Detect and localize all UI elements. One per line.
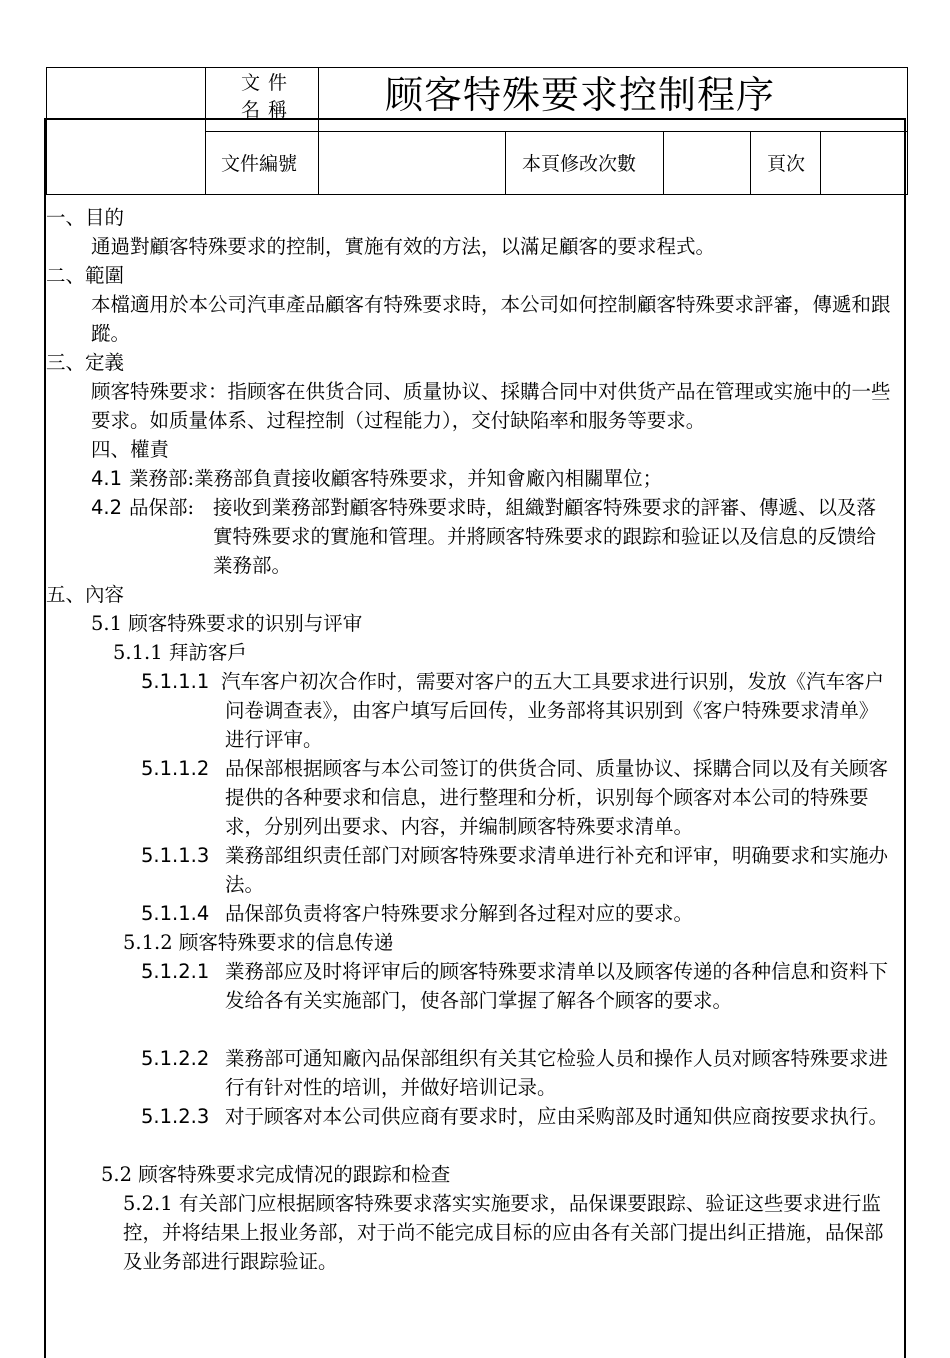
item-text: 接收到業務部對顧客特殊要求時，組織對顧客特殊要求的評審、傳遞、以及落實特殊要求的實施和管理。并將顾客特殊要求的跟踪和验证以及信息的反馈给業務部。 — [213, 496, 877, 577]
item-text: 汽车客户初次合作时，需要对客户的五大工具要求进行识别，发放《汽车客户问卷调查表》，由客户填写后回传，业务部将其识别到《客户特殊要求清单》进行评审。 — [221, 670, 885, 751]
subsection-heading: 5.1.1 拜訪客戶 — [113, 641, 247, 664]
document-title: 顾客特殊要求控制程序 — [385, 73, 776, 117]
section-heading: 四、權責 — [91, 438, 170, 461]
header-divider — [750, 131, 751, 195]
item-number: 5.1.2.3 — [141, 1105, 210, 1128]
section-heading: 三、定義 — [46, 351, 125, 374]
section-text: 顾客特殊要求：指顾客在供货合同、质量协议、採購合同中对供货产品在管理或实施中的一些要求。如质量体系、过程控制（过程能力），交付缺陷率和服务等要求。 — [91, 380, 891, 432]
item-number: 5.1.1.4 — [141, 902, 210, 925]
section-heading: 二、範圍 — [46, 264, 125, 287]
item-number: 4.1 — [91, 467, 123, 490]
item-number: 5.1.2.1 — [141, 960, 210, 983]
item-number: 4.2 — [91, 496, 123, 519]
header-divider — [205, 131, 907, 132]
item-label: 品保部: — [129, 496, 195, 519]
section-heading: 一、目的 — [46, 206, 125, 229]
item-text: 对于顾客对本公司供应商有要求时，应由采购部及时通知供应商按要求执行。 — [225, 1105, 889, 1128]
item-text: 5.2.1 有关部门应根据顾客特殊要求落实实施要求，品保课要跟踪、验证这些要求进行监控，并将结果上报业务部，对于尚不能完成目标的应由各有关部门提出纠正措施，品保部及业务部进行跟踪验证。 — [123, 1192, 884, 1273]
item-text: 業務部组织责任部门对顾客特殊要求清单进行补充和评审，明确要求和实施办法。 — [225, 844, 889, 896]
section-text: 本檔適用於本公司汽車產品顧客有特殊要求時，本公司如何控制顧客特殊要求評審，傳遞和跟蹤。 — [91, 293, 891, 345]
header-divider — [820, 131, 821, 195]
item-text: 業務部:業務部負責接收顧客特殊要求，并知會廠內相關單位； — [129, 467, 663, 490]
section-text: 通過對顧客特殊要求的控制，實施有效的方法，以滿足顧客的要求程式。 — [91, 235, 716, 258]
page-number-label: 頁次 — [767, 153, 806, 175]
header-divider — [505, 131, 506, 195]
doc-number-label: 文件編號 — [221, 153, 298, 175]
item-number: 5.1.2.2 — [141, 1047, 210, 1070]
item-number: 5.1.1.3 — [141, 844, 210, 867]
revision-count-label: 本頁修改次數 — [522, 153, 637, 175]
item-number: 5.1.1.1 — [141, 670, 210, 693]
header-bottom-line — [44, 194, 906, 195]
section-heading: 五、內容 — [46, 583, 125, 606]
item-number: 5.1.1.2 — [141, 757, 210, 780]
header-divider — [663, 131, 664, 195]
item-text: 業務部应及时将评审后的顾客特殊要求清单以及顾客传递的各种信息和资料下发给各有关实施部门，使各部门掌握了解各个顾客的要求。 — [225, 960, 889, 1012]
doc-name-label: 文件名稱 — [240, 72, 295, 121]
item-text: 業務部可通知廠內品保部组织有关其它检验人员和操作人员对顾客特殊要求进行有针对性的培训，并做好培训记录。 — [225, 1047, 889, 1099]
subsection-heading: 5.1.2 顾客特殊要求的信息传递 — [123, 931, 394, 954]
item-text: 品保部负责将客户特殊要求分解到各过程对应的要求。 — [225, 902, 694, 925]
subsection-heading: 5.2 顾客特殊要求完成情况的跟踪和检查 — [101, 1163, 451, 1186]
item-text: 品保部根据顾客与本公司签订的供货合同、质量协议、採購合同以及有关顾客提供的各种要求和信息，进行整理和分析，识别每个顾客对本公司的特殊要求，分别列出要求、内容，并编制顾客特殊要求清单。 — [225, 757, 889, 838]
subsection-heading: 5.1 顾客特殊要求的识别与评审 — [91, 612, 363, 635]
